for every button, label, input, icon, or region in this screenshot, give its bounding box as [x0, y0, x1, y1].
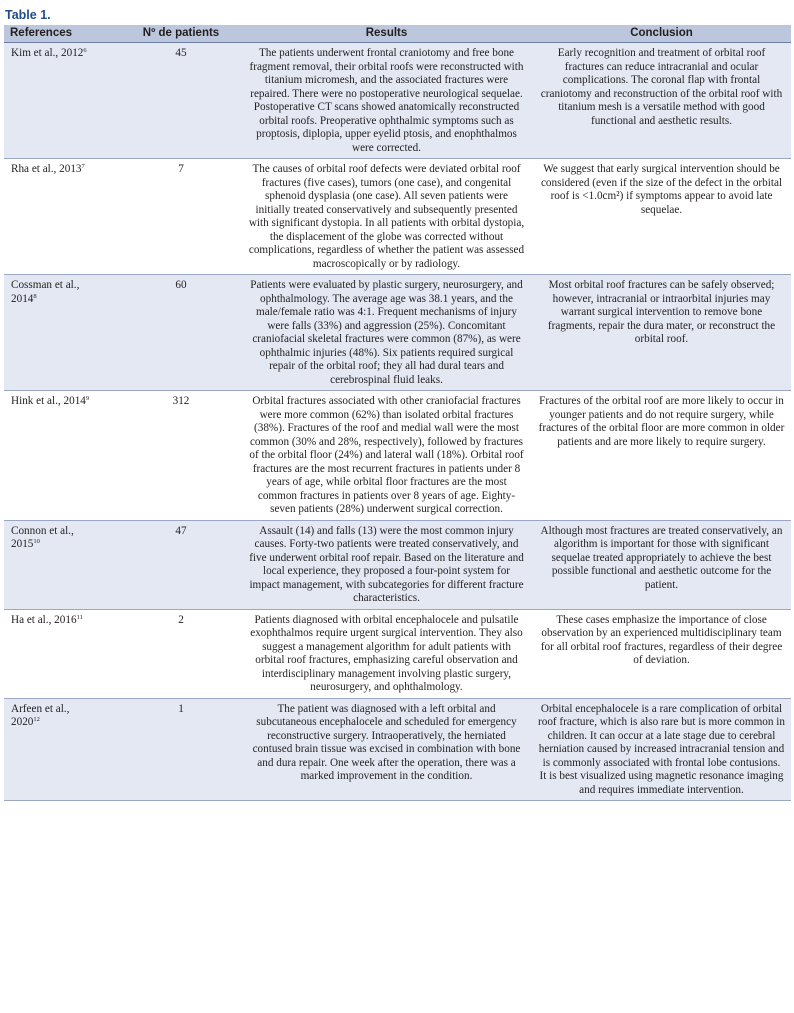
reference-cell: Connon et al., 2015$^{10}$: [4, 520, 121, 609]
reference-cell: Ha et al., 2016$^{11}$: [4, 609, 121, 698]
reference-cell: Arfeen et al., 2020$^{12}$: [4, 698, 121, 801]
conclusion-cell: We suggest that early surgical intervention should be considered (even if the size of the defect in the orbital roof is <1.0cm²) if symptoms appear to avoid late sequelae.: [532, 159, 791, 275]
header-results: Results: [241, 25, 532, 43]
header-references: References: [4, 25, 121, 43]
conclusion-cell: These cases emphasize the importance of close observation by an experienced multidisciplinary team for all orbital roof fractures, regardless of their degree of deviation.: [532, 609, 791, 698]
conclusion-cell: Most orbital roof fractures can be safely observed; however, intracranial or intraorbital injuries may warrant surgical intervention to remove bone fragments, repair the dura mater, or reconstruct the orbital roof.: [532, 275, 791, 391]
table-row: [4, 609, 791, 698]
citation-number: 6: [83, 47, 87, 54]
patients-cell: 312: [121, 391, 241, 521]
table-row: [4, 520, 791, 609]
table-header-row: [4, 25, 791, 43]
citation-number: 7: [81, 163, 85, 170]
reference-cell: Kim et al., 2012$^6$: [4, 43, 121, 159]
results-cell: The causes of orbital roof defects were deviated orbital roof fractures (five cases), tumors (one case), and congenital sphenoid dysplasia (one case). All seven patients were initially treated conservatively and subsequently presented with significant dystopia. In all patients with orbital dystopia, the displacement of the globe was corrected without complications, regardless of whether the patient was assessed macroscopically or by radiology.: [241, 159, 532, 275]
results-cell: The patient was diagnosed with a left orbital and subcutaneous encephalocele and scheduled for emergency reconstructive surgery. Intraoperatively, the herniated contused brain tissue was excised in combination with bone and dura repair. One week after the operation, there was a marked improvement in the condition.: [241, 698, 532, 801]
reference-cell: Hink et al., 2014$^9$: [4, 391, 121, 521]
reference-cell: Cossman et al., 2014$^8$: [4, 275, 121, 391]
patients-cell: 47: [121, 520, 241, 609]
results-cell: The patients underwent frontal craniotomy and free bone fragment removal, their orbital roofs were reconstructed with titanium micromesh, and the associated fractures were repaired. There were no postoperative neurological sequelae. Postoperative CT scans showed anatomically reconstructed orbital roofs. Preoperative ophthalmic symptoms such as proptosis, diplopia, upper eyelid ptosis, and enophthalmos were corrected.: [241, 43, 532, 159]
studies-table: [4, 25, 791, 801]
citation-number: 11: [76, 613, 83, 621]
table-row: [4, 698, 791, 801]
citation-number: 12: [33, 716, 40, 723]
patients-cell: 7: [121, 159, 241, 275]
citation-number: 9: [85, 395, 90, 402]
conclusion-cell: Early recognition and treatment of orbital roof fractures can reduce intracranial and ocular complications. The coronal flap with frontal craniotomy and reconstruction of the orbital roof with titanium mesh is a versatile method with good functional and aesthetic results.: [532, 43, 791, 159]
patients-cell: 45: [121, 43, 241, 159]
conclusion-cell: Although most fractures are treated conservatively, an algorithm is important for those with significant sequelae treated appropriately to achieve the best possible functional and aesthetic outcome for the patient.: [532, 520, 791, 609]
conclusion-cell: Orbital encephalocele is a rare complication of orbital roof fracture, which is also rare but is more common in children. It can occur at a late stage due to cerebral herniation caused by increased intracranial tension and is commonly associated with frontal lobe contusions. It is best visualized using magnetic resonance imaging and requires immediate intervention.: [532, 698, 791, 801]
citation-number: 8: [33, 292, 37, 300]
header-patients: Nº de patients: [121, 25, 241, 43]
citation-number: 10: [33, 538, 40, 545]
patients-cell: 1: [121, 698, 241, 801]
patients-cell: 2: [121, 609, 241, 698]
results-cell: Patients diagnosed with orbital encephalocele and pulsatile exophthalmos require urgent surgical intervention. They also suggest a management algorithm for adult patients with orbital roof fractures, emphasizing careful observation and interdisciplinary management involving plastic surgery, neurosurgery, and ophthalmology.: [241, 609, 532, 698]
results-cell: Patients were evaluated by plastic surgery, neurosurgery, and ophthalmology. The average age was 38.1 years, and the male/female ratio was 4:1. Frequent mechanisms of injury were falls (33%) and aggression (25%). Concomitant craniofacial skeletal fractures were common (87%), as were ophthalmic injuries (48%). Six patients required surgical repair of the orbital roof; they all had dural tears and cerebrospinal fluid leaks.: [241, 275, 532, 391]
results-cell: Orbital fractures associated with other craniofacial fractures were more common (62%) than isolated orbital fractures (38%). Fractures of the roof and medial wall were the most common (30% and 28%, respectively), followed by fractures of the orbital floor (24%) and lateral wall (18%). Orbital roof fractures are the most recurrent fractures in patients under 8 years of age, while orbital floor fractures are the most common fractures in patients over 8 years of age. Eighty-seven patients (28%) underwent surgical correction.: [241, 391, 532, 521]
table-caption: Table 1.: [5, 8, 51, 22]
reference-cell: Rha et al., 2013$^7$: [4, 159, 121, 275]
table-row: [4, 391, 791, 521]
patients-cell: 60: [121, 275, 241, 391]
table-row: [4, 275, 791, 391]
header-conclusion: Conclusion: [532, 25, 791, 43]
table-row: [4, 159, 791, 275]
table-row: [4, 43, 791, 159]
conclusion-cell: Fractures of the orbital roof are more likely to occur in younger patients and do not require surgery, while fractures of the orbital floor are more common in older patients and are more likely to require surgery.: [532, 391, 791, 521]
results-cell: Assault (14) and falls (13) were the most common injury causes. Forty-two patients were treated conservatively, and five underwent orbital roof repair. Based on the literature and local experience, they proposed a four-point system for impact management, with subcategories for different fracture characteristics.: [241, 520, 532, 609]
